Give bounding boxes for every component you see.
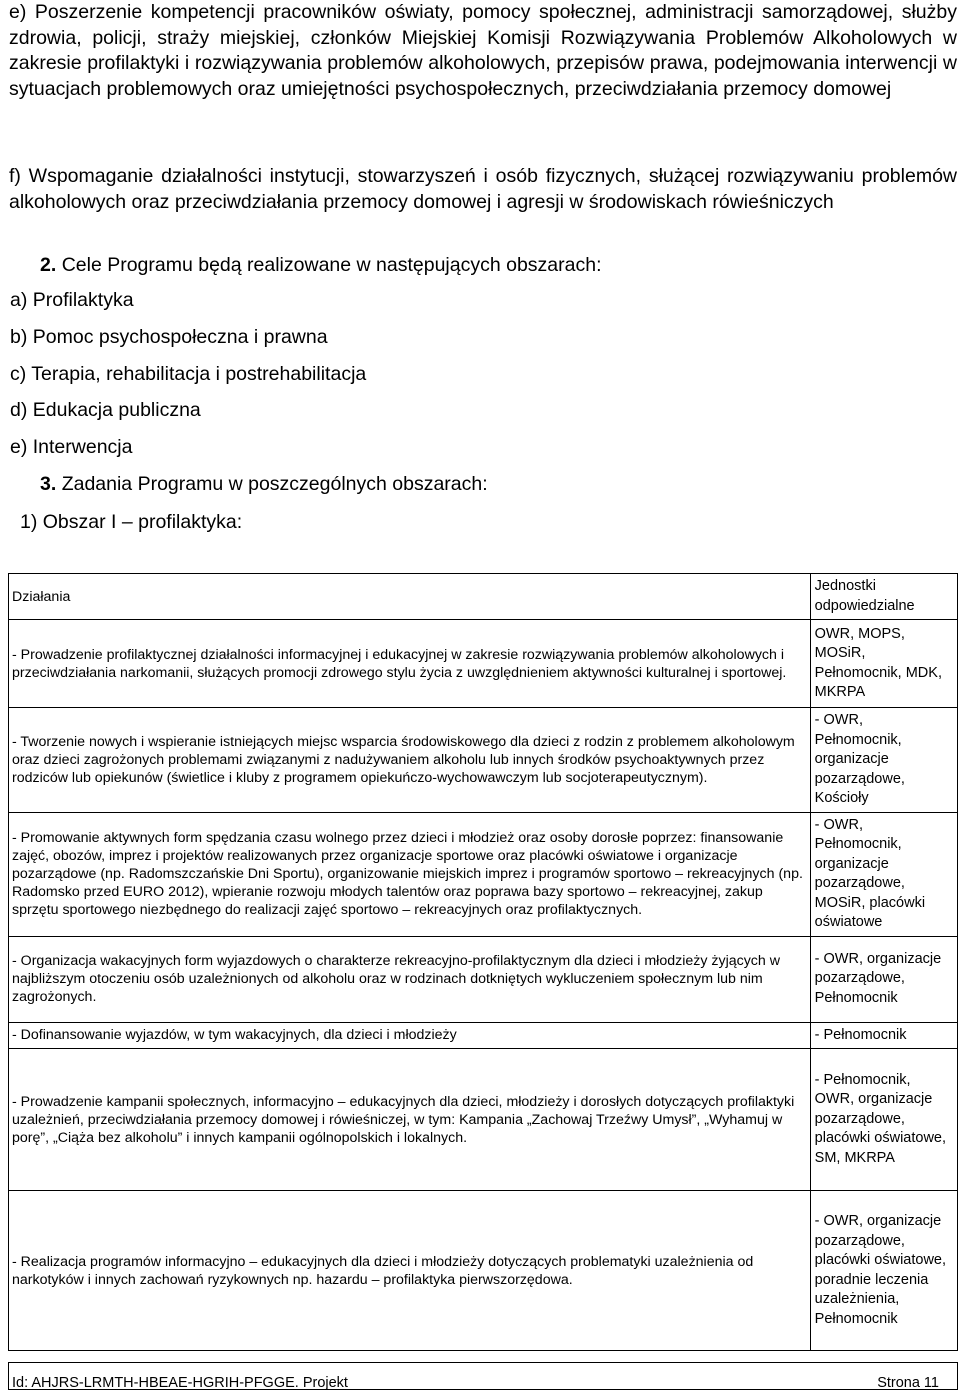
- header-responsible: Jednostki odpowiedzialne: [810, 574, 957, 620]
- page-footer: [8, 1362, 958, 1390]
- responsible-cell: - OWR, organizacje pozarządowe, Pełnomocnik: [810, 936, 957, 1022]
- area-item: c) Terapia, rehabilitacja i postrehabilitacja: [10, 363, 367, 385]
- action-cell: - Dofinansowanie wyjazdów, w tym wakacyjnych, dla dzieci i młodzieży: [9, 1022, 811, 1049]
- action-cell: - Prowadzenie profilaktycznej działalności informacyjnej i edukacyjnej w zakresie rozwiązywania problemów alkoholowych i przeciwdziałania narkomanii, służących promocji zdrowego stylu życia z uwzględnieniem aktywności kulturalnej i sportowej.: [9, 620, 811, 708]
- area-item: b) Pomoc psychospołeczna i prawna: [10, 326, 328, 348]
- action-cell: - Realizacja programów informacyjno – edukacyjnych dla dzieci i młodzieży dotyczących problematyki uzależnienia od narkotyków i innych zachowań ryzykownych np. hazardu – profilaktyka pierwszorzędowa.: [9, 1191, 811, 1351]
- table-row: [9, 1191, 958, 1351]
- document-id: Id: AHJRS-LRMTH-HBEAE-HGRIH-PFGGE. Projekt: [12, 1375, 348, 1391]
- responsible-cell: - OWR, Pełnomocnik, organizacje pozarządowe, Kościoły: [810, 708, 957, 813]
- table-header-row: [9, 574, 958, 620]
- section-2-text: Cele Programu będą realizowane w następujących obszarach:: [61, 254, 602, 276]
- responsible-cell: - OWR, organizacje pozarządowe, placówki oświatowe, poradnie leczenia uzależnienia, Pełnomocnik: [810, 1191, 957, 1351]
- responsible-cell: - OWR, Pełnomocnik, organizacje pozarządowe, MOSiR, placówki oświatowe: [810, 812, 957, 936]
- section-3-number: 3.: [40, 473, 57, 495]
- page-number: Strona 11: [877, 1375, 939, 1391]
- responsible-cell: - Pełnomocnik: [810, 1022, 957, 1049]
- table-row: [9, 1049, 958, 1191]
- table-row: [9, 620, 958, 708]
- responsible-cell: OWR, MOPS, MOSiR, Pełnomocnik, MDK, MKRPA: [810, 620, 957, 708]
- action-cell: - Promowanie aktywnych form spędzania czasu wolnego przez dzieci i młodzież oraz osoby dorosłe poprzez: finansowanie zajęć, obozów, imprez i projektów realizowanych przez organizacje sportowe oraz placówki oświatowe i organizacje pozarządowe (np. Radomszczańskie Dni Sportu), organizowanie miejskich imprez i programów sportowo – rekreacyjnych (np. Radomsko przed EURO 2012), wpieranie rozwoju młodych talentów oraz poprawa bazy sportowo – rekreacyjnej, zakup sprzętu sportowego niezbędnego do realizacji zajęć sportowo – rekreacyjnych oraz profilaktycznych.: [9, 812, 811, 936]
- action-cell: - Prowadzenie kampanii społecznych, informacyjno – edukacyjnych dla dzieci, młodzieży i dorosłych dotyczących profilaktyki uzależnień, przeciwdziałania przemocy domowej i rówieśniczej, w tym: Kampania „Zachowaj Trzeźwy Umysł”, „Wyhamuj w porę”, „Ciąża bez alkoholu” i innych kampanii ogólnopolskich i lokalnych.: [9, 1049, 811, 1191]
- responsible-cell: - Pełnomocnik, OWR, organizacje pozarządowe, placówki oświatowe, SM, MKRPA: [810, 1049, 957, 1191]
- area-item: a) Profilaktyka: [10, 289, 134, 311]
- table-row: [9, 708, 958, 813]
- section-2-number: 2.: [40, 254, 57, 276]
- table-row: [9, 812, 958, 936]
- action-cell: - Organizacja wakacyjnych form wyjazdowych o charakterze rekreacyjno-profilaktycznym dla dzieci i młodzieży żyjących w najbliższym otoczeniu osób uzależnionych od alkoholu oraz w rodzinach dotkniętych wykluczeniem społecznym lub nim zagrożonych.: [9, 936, 811, 1022]
- obszar-title: 1) Obszar I – profilaktyka:: [20, 511, 243, 533]
- paragraph-f: f) Wspomaganie działalności instytucji, stowarzyszeń i osób fizycznych, służącej rozwiązywaniu problemów alkoholowych oraz przeciwdziałania przemocy domowej i agresji w środowiskach rówieśniczych: [9, 165, 957, 213]
- paragraph-e: e) Poszerzenie kompetencji pracowników oświaty, pomocy społecznej, administracji samorządowej, służby zdrowia, policji, straży miejskiej, członków Miejskiej Komisji Rozwiązywania Problemów Alkoholowych w zakresie profilaktyki i rozwiązywania problemów alkoholowych, przepisów prawa, podejmowania interwencji w sytuacjach problemowych oraz umiejętności psychospołecznych, przeciwdziałania przemocy domowej: [9, 1, 957, 100]
- table-row: [9, 1022, 958, 1049]
- section-3-heading: [40, 472, 488, 497]
- section-2-heading: [40, 253, 602, 278]
- table-row: [9, 936, 958, 1022]
- area-item: d) Edukacja publiczna: [10, 399, 201, 421]
- area-item: e) Interwencja: [10, 436, 133, 458]
- tasks-table: [8, 573, 958, 1351]
- action-cell: - Tworzenie nowych i wspieranie istniejących miejsc wsparcia środowiskowego dla dzieci z rodzin z problemem alkoholowym oraz dzieci zagrożonych problemami związanymi z nadużywaniem alkoholu lub innych środków psychoaktywnych przez rodziców lub opiekunów (świetlice i kluby z programem opiekuńczo-wychowawczym lub socjoterapeutycznym).: [9, 708, 811, 813]
- header-action: Działania: [9, 574, 811, 620]
- section-3-text: Zadania Programu w poszczególnych obszarach:: [61, 473, 488, 495]
